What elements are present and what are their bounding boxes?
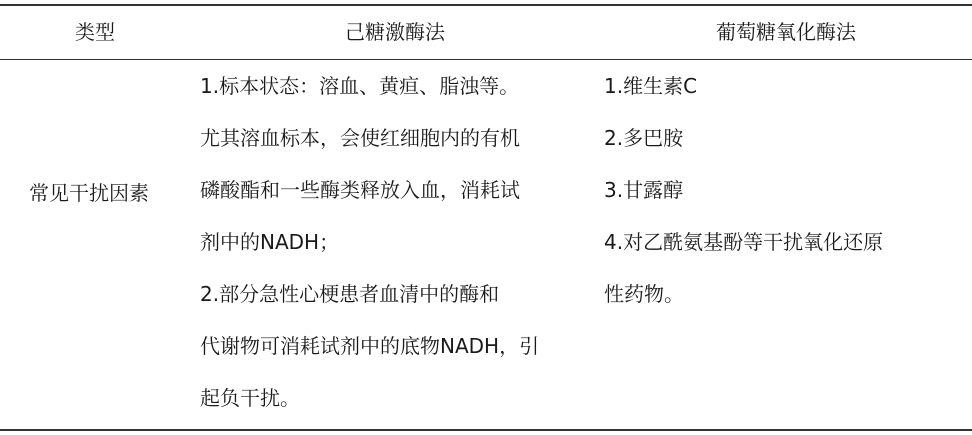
text-line: 4.对乙酰氨基酚等干扰氧化还原	[604, 230, 884, 254]
text-line: 3.甘露醇	[604, 178, 684, 202]
text-line: 代谢物可消耗试剂中的底物NADH，引	[200, 334, 540, 358]
text-line: 2.部分急性心梗患者血清中的酶和	[200, 282, 500, 306]
text-line: 1.标本状态：溶血、黄疸、脂浊等。	[200, 74, 520, 98]
text-line: 起负干扰。	[200, 386, 300, 410]
text-line: 剂中的NADH；	[200, 230, 340, 254]
text-line: 2.多巴胺	[604, 126, 684, 150]
header-glucose-oxidase-method: 葡萄糖氧化酶法	[716, 20, 856, 44]
text-line: 尤其溶血标本，会使红细胞内的有机	[200, 126, 520, 150]
row-label-interference-factors: 常见干扰因素	[29, 181, 149, 205]
text-line: 磷酸酯和一些酶类释放入血，消耗试	[200, 178, 520, 202]
header-hexokinase-method: 己糖激酶法	[345, 20, 445, 44]
text-line: 1.维生素C	[604, 74, 698, 98]
header-type: 类型	[75, 20, 115, 44]
cell-glucose-oxidase-interference	[604, 60, 969, 320]
table-bottom-rule	[0, 429, 972, 431]
cell-hexokinase-interference	[200, 60, 595, 424]
text-line: 性药物。	[604, 282, 684, 306]
